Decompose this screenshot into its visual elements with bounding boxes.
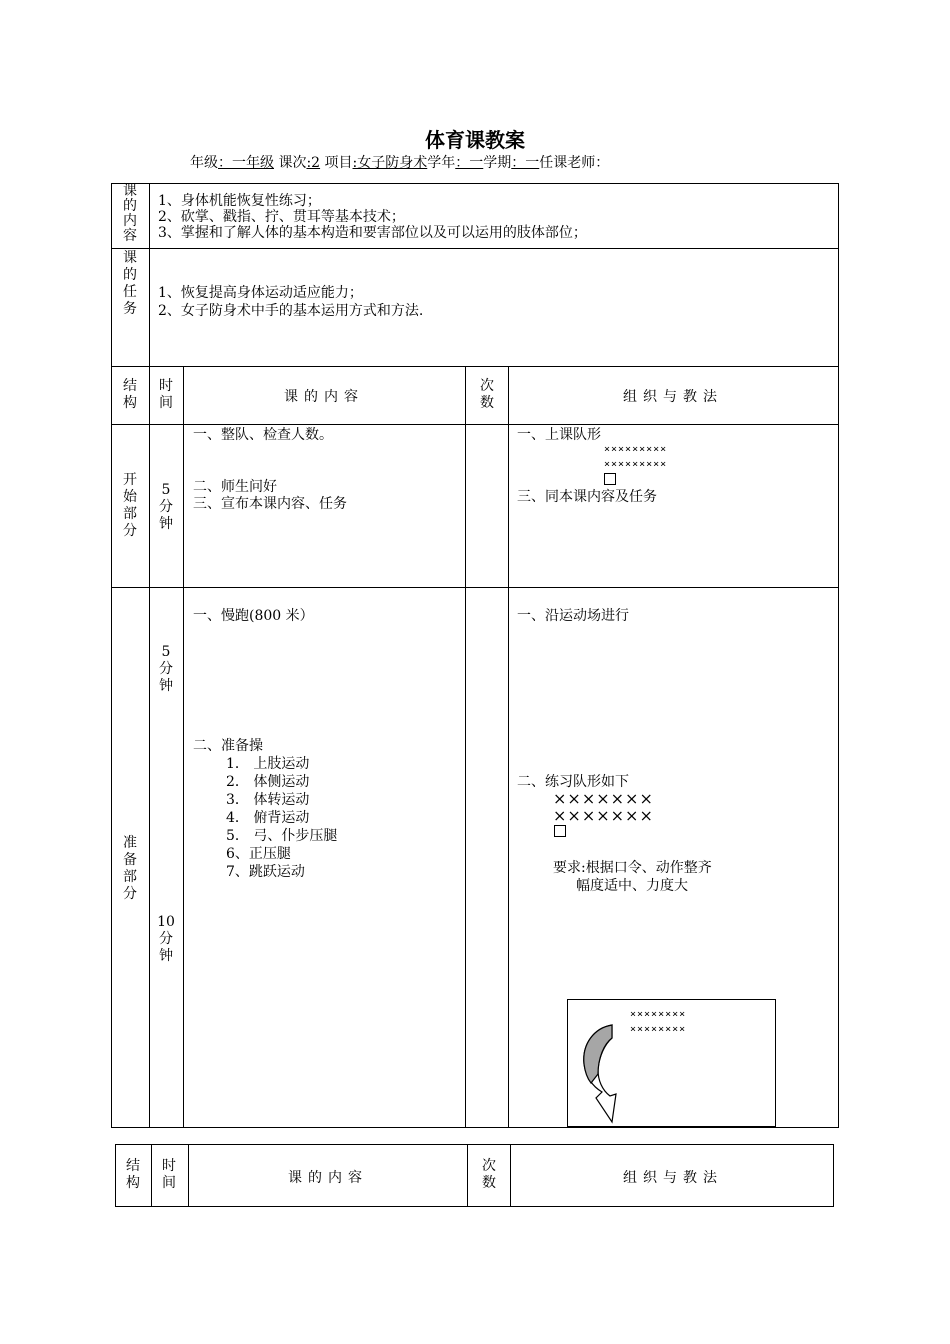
diagram-formation-row-1: ×××××××× [630, 1009, 687, 1020]
content-row-text: 1、身体机能恢复性练习； 2、砍掌、戳指、拧、贯耳等基本技术； 3、掌握和了解人体的基本构造和要害部位以及可以运用的肢体部位； [158, 193, 587, 241]
start-formation-row-2: ××××××××× [604, 459, 668, 470]
header-count: 次 数 [480, 378, 494, 411]
start-content-1: 一、整队、检查人数。 [193, 427, 333, 443]
list-item: 5． 弓、仆步压腿 [226, 828, 338, 844]
prep-formation-row-1: ××××××× [553, 789, 654, 808]
header-structure: 结 构 [123, 378, 137, 411]
prep-method-1: 一、沿运动场进行 [517, 608, 629, 624]
curved-arrow-icon [578, 1022, 618, 1126]
start-content-3: 三、宣布本课内容、任务 [193, 496, 347, 512]
task-row-label: 课 的 任 务 [123, 250, 137, 317]
prep-method-2: 二、练习队形如下 [517, 774, 629, 790]
grade-label: 年级 [190, 155, 218, 171]
prep-content-warmup: 二、准备操 [193, 738, 263, 754]
header-content: 课的内容 [284, 389, 364, 405]
lesson-label: 课次 [274, 155, 307, 171]
warmup-list [226, 755, 337, 881]
start-content-2: 二、师生问好 [193, 479, 277, 495]
header-method: 组织与教法 [623, 389, 723, 405]
prep-time-1: 5 分 钟 [159, 644, 173, 694]
list-item: 2． 体侧运动 [226, 774, 310, 790]
start-section-label: 开 始 部 分 [123, 472, 137, 539]
prep-time-2: 10 分 钟 [157, 914, 175, 964]
teacher-square-icon [604, 473, 616, 489]
diagram-formation-row-2: ×××××××× [630, 1024, 687, 1035]
content-row-label: 课 的 内 容 [123, 183, 137, 244]
project-value: :女子防身术 [352, 155, 428, 171]
prep-formation-row-2: ××××××× [553, 806, 654, 825]
teacher-square-icon [554, 825, 566, 841]
start-formation-row-1: ××××××××× [604, 444, 668, 455]
document-title: 体育课教案 [425, 128, 525, 152]
header-time: 时 间 [159, 378, 173, 411]
header2-count: 次 数 [482, 1158, 496, 1191]
term-label: 学期 [483, 155, 512, 171]
year-value: ：一 [455, 155, 484, 171]
list-item: 6、正压腿 [226, 846, 291, 862]
prep-requirement-2: 幅度适中、力度大 [576, 878, 688, 894]
project-label: 项目 [320, 155, 353, 171]
start-method-3: 三、同本课内容及任务 [517, 489, 657, 505]
start-section-time: 5 分 钟 [159, 482, 173, 532]
teacher-label: 任课老师： [539, 155, 610, 171]
prep-section-label: 准 备 部 分 [123, 835, 137, 902]
start-method-1: 一、上课队形 [517, 427, 601, 443]
list-item: 4． 俯背运动 [226, 810, 310, 826]
list-item: 3． 体转运动 [226, 792, 310, 808]
header2-time: 时 间 [162, 1158, 176, 1191]
term-value: ：一 [511, 155, 540, 171]
task-row-text: 1、恢复提高身体运动适应能力； 2、女子防身术中手的基本运用方式和方法. [158, 285, 424, 319]
header2-content: 课的内容 [288, 1170, 368, 1186]
lesson-info [190, 152, 609, 172]
lesson-value: :2 [306, 155, 321, 171]
list-item: 7、跳跃运动 [226, 864, 305, 880]
grade-value: ：一年级 [218, 155, 274, 171]
prep-content-jog: 一、慢跑(800 米） [193, 608, 314, 624]
list-item: 1． 上肢运动 [226, 756, 310, 772]
prep-requirement-1: 要求:根据口令、动作整齐 [553, 860, 712, 876]
header2-method: 组织与教法 [623, 1170, 723, 1186]
year-label: 学年 [427, 155, 456, 171]
header2-structure: 结 构 [126, 1158, 140, 1191]
